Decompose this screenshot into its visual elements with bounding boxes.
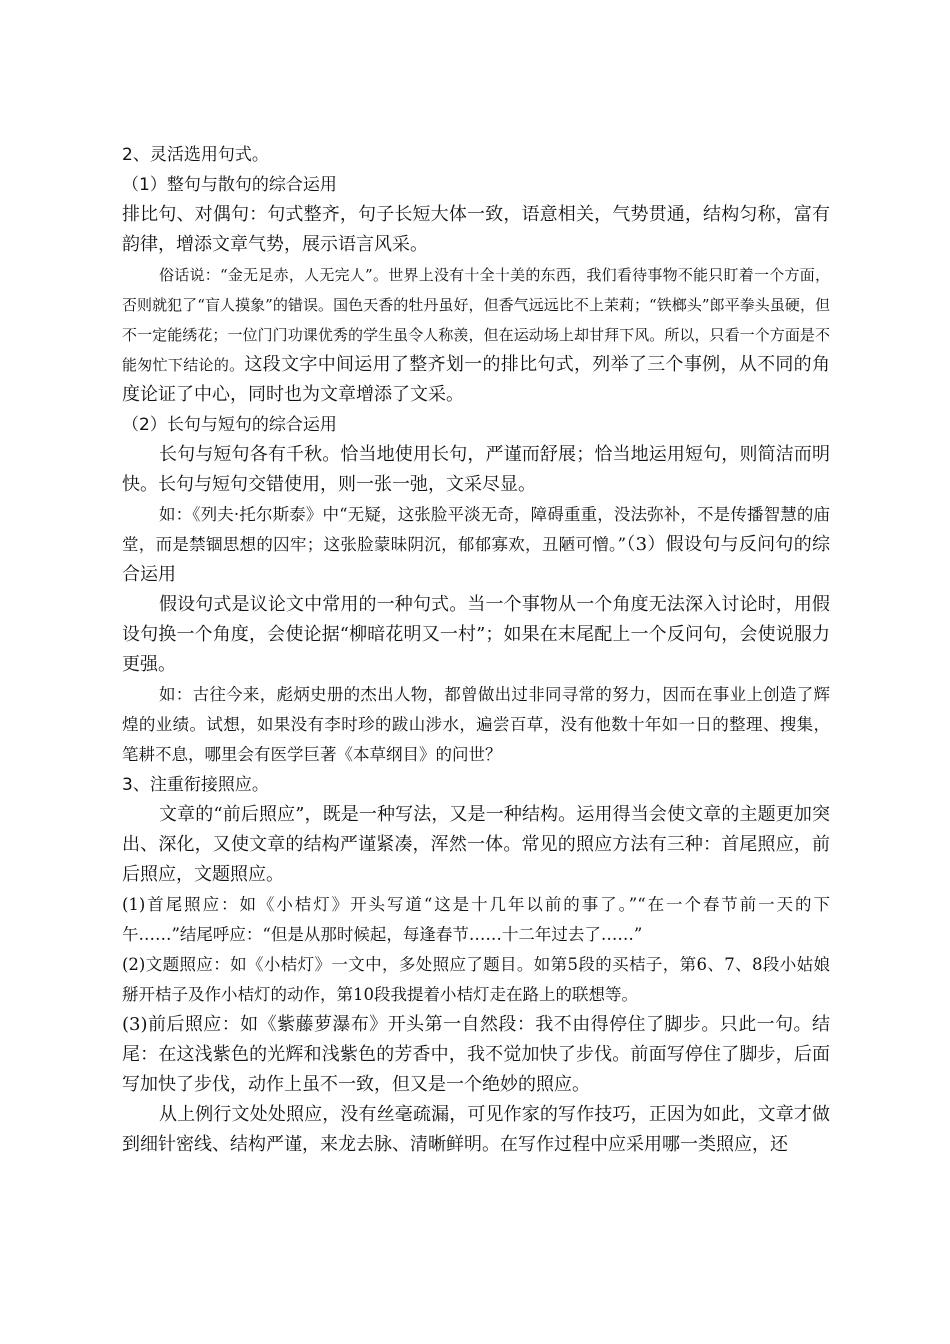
section-2-1-example: 俗话说：“金无足赤，人无完人”。世界上没有十全十美的东西，我们看待事物不能只盯着一个方面，否则就犯了“盲人摸象”的错误。国色天香的牡丹虽好，但香气远远比不上茉莉；“铁榔头”郎平拳头虽硬，但不一定能绣花；一位门门功课优秀的学生虽令人称羡，但在运动场上却甘拜下风。所以，只看一个方面是不能匆忙下结论的。: [122, 266, 830, 374]
section-2-2-example: 如：《列夫·托尔斯泰》中“无疑，这张脸平淡无奇，障碍重重，没法弥补，不是传播智慧的庙堂，而是禁锢思想的囚牢；这张脸蒙昧阴沉，郁郁寡欢，丑陋可憎。”: [122, 505, 830, 554]
section-2-3-text: 假设句式是议论文中常用的一种句式。当一个事物从一个角度无法深入讨论时，用假设句换一个角度，会使论据“柳暗花明又一村”；如果在末尾配上一个反问句，会使说服力更强。: [122, 594, 830, 675]
section-2-1-comment: 这段文字中间运用了整齐划一的排比句式，列举了三个事例，从不同的角度论证了中心，同时也为文章增添了文采。: [122, 354, 830, 405]
section-2-1-text: 排比句、对偶句：句式整齐，句子长短大体一致，语意相关，气势贯通，结构匀称，富有韵律，增添文章气势，展示语言风采。: [122, 204, 830, 255]
section-2-2-example-para: [122, 500, 830, 590]
section-2-3-example: 如：古往今来，彪炳史册的杰出人物，都曾做出过非同寻常的努力，因而在事业上创造了辉煌的业绩。试想，如果没有李时珍的跋山涉水，遍尝百草，没有他数十年如一日的整理、搜集，笔耕不息，哪里会有医学巨著《本草纲目》的问世？: [122, 685, 830, 764]
section-3-text: 文章的“前后照应”，既是一种写法，又是一种结构。运用得当会使文章的主题更加突出、深化，又使文章的结构严谨紧凑，浑然一体。常见的照应方法有三种：首尾照应，前后照应，文题照应。: [122, 804, 830, 885]
section-2-1-title: （1）整句与散句的综合运用: [122, 175, 337, 195]
section-3-end: 从上例行文处处照应，没有丝毫疏漏，可见作家的写作技巧，正因为如此，文章才做到细针密线、结构严谨，来龙去脉、清晰鲜明。在写作过程中应采用哪一类照应，还: [122, 1104, 830, 1155]
section-3-title: 3、注重衔接照应。: [122, 775, 269, 795]
section-2-title: 2、灵活选用句式。: [122, 145, 269, 165]
section-2-2-text: 长句与短句各有千秋。恰当地使用长句，严谨而舒展；恰当地运用短句，则简洁而明快。长句与短句交错使用，则一张一弛，文采尽显。: [122, 444, 830, 495]
section-3-item-3: (3)前后照应：如《紫藤萝瀑布》开头第一自然段：我不由得停住了脚步。只此一句。结尾：在这浅紫色的光辉和浅紫色的芳香中，我不觉加快了步伐。前面写停住了脚步，后面写加快了步伐，动作上虽不一致，但又是一个绝妙的照应。: [122, 1014, 830, 1095]
section-3-item-2: (2)文题照应：如《小桔灯》一文中，多处照应了题目。如第5段的买桔子，第6、7、8段小姑娘掰开桔子及作小桔灯的动作，第10段我提着小桔灯走在路上的联想等。: [122, 955, 830, 1004]
document-page: [122, 140, 830, 1160]
section-2-3-title: （3）假设句与反问句的综合运用: [122, 534, 830, 585]
section-2-1-example-para: [122, 260, 830, 410]
section-2-2-title: （2）长句与短句的综合运用: [122, 415, 337, 435]
section-3-item-1: (1)首尾照应：如《小桔灯》开头写道“这是十几年以前的事了。”“在一个春节前一天的下午……”结尾呼应：“但是从那时候起，每逢春节……十二年过去了……”: [122, 895, 830, 944]
